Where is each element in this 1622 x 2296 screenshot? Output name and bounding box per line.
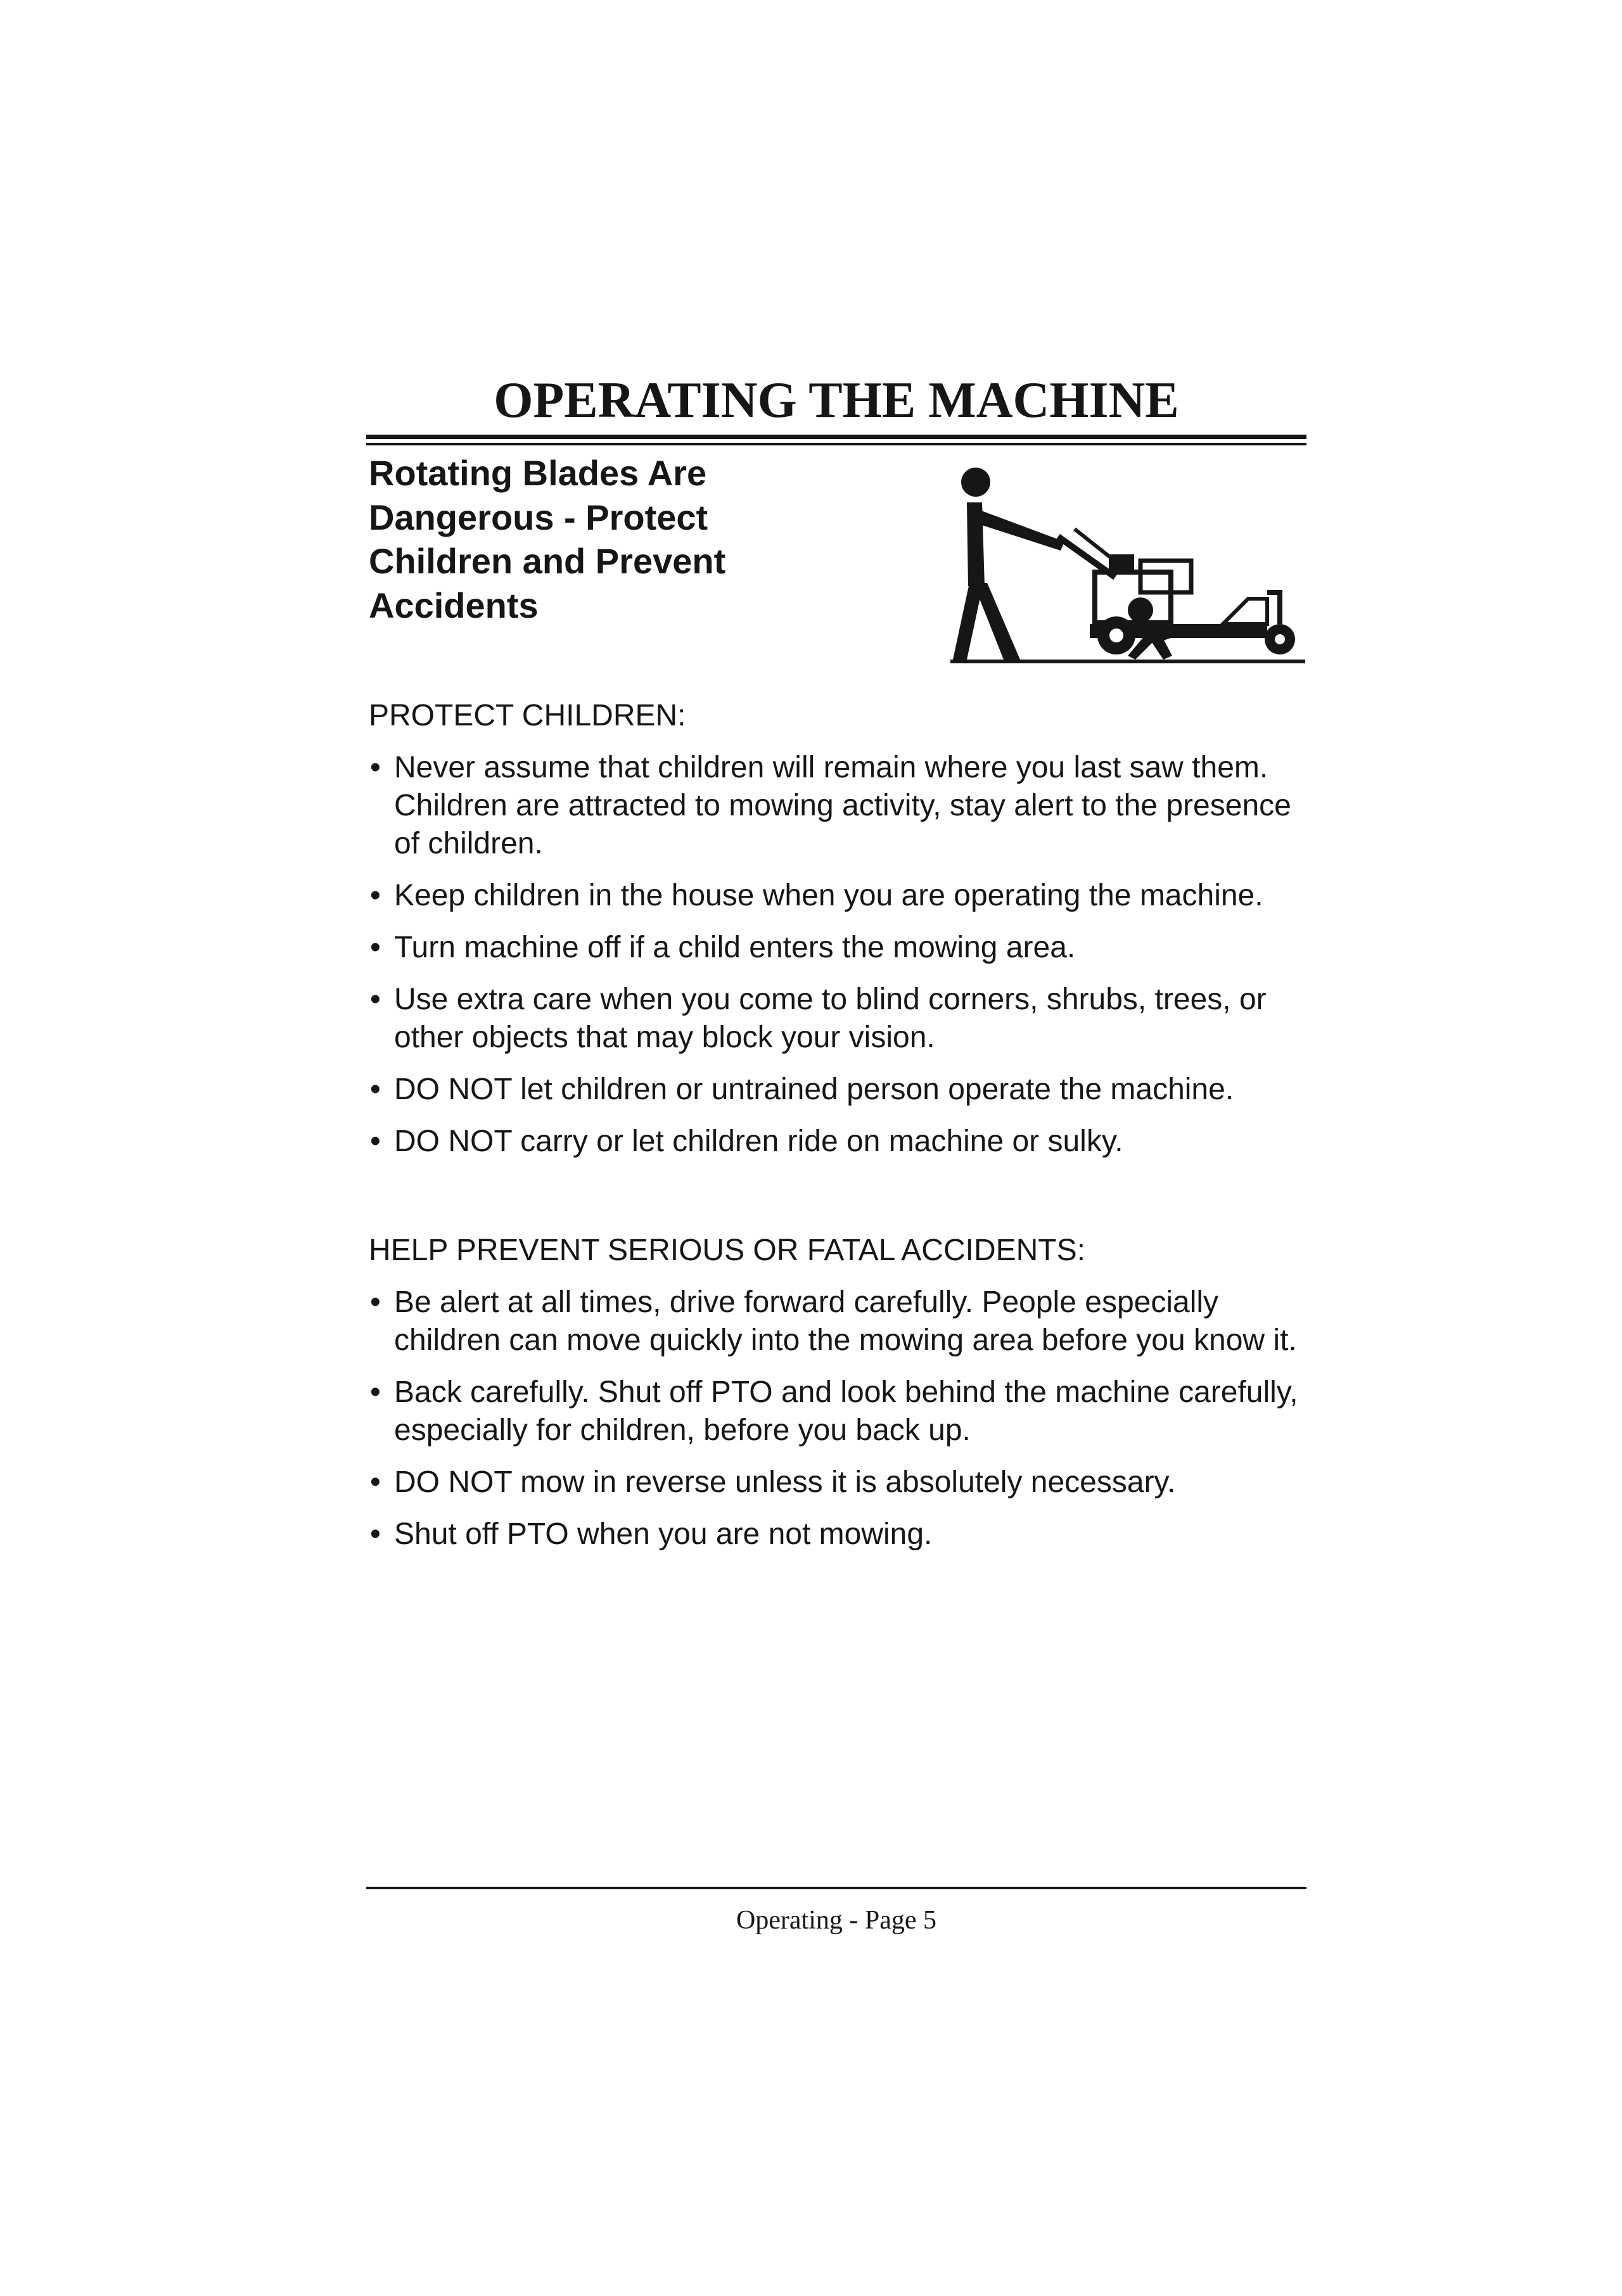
bullet-icon: • — [370, 1517, 381, 1551]
title-rule-thin — [366, 443, 1306, 445]
person-mowing-child-hazard-icon — [950, 466, 1308, 700]
list-item: • Shut off PTO when you are not mowing. — [369, 1515, 1319, 1553]
list-item: • DO NOT let children or untrained person operate the machine. — [369, 1071, 1319, 1109]
page-number: Operating - Page 5 — [736, 1906, 937, 1935]
bullet-icon: • — [370, 1465, 381, 1499]
protect-children-list — [369, 749, 1319, 1175]
bullet-icon: • — [370, 879, 381, 912]
list-item: • DO NOT mow in reverse unless it is absolutely necessary. — [369, 1464, 1319, 1502]
title-rule-thick — [366, 435, 1306, 439]
prevent-accidents-heading: HELP PREVENT SERIOUS OR FATAL ACCIDENTS: — [369, 1234, 1085, 1267]
list-item: • Turn machine off if a child enters the mowing area. — [369, 929, 1319, 967]
page-title: OPERATING THE MACHINE — [494, 373, 1179, 428]
bullet-icon: • — [370, 1125, 381, 1158]
list-item: • Be alert at all times, drive forward carefully. People especially children can move quickly into the mowing area before you know it. — [369, 1284, 1319, 1360]
bullet-icon: • — [370, 1073, 381, 1106]
prevent-accidents-list — [369, 1284, 1319, 1567]
list-item: • Use extra care when you come to blind corners, shrubs, trees, or other objects that may block your vision. — [369, 981, 1319, 1057]
footer-rule — [366, 1887, 1306, 1889]
list-item: • Keep children in the house when you are operating the machine. — [369, 877, 1319, 915]
bullet-icon: • — [370, 1375, 381, 1409]
bullet-icon: • — [370, 1285, 381, 1319]
warning-heading: Rotating Blades Are Dangerous - Protect Children and Prevent Accidents — [369, 453, 726, 625]
bullet-icon: • — [370, 983, 381, 1016]
list-item: • Never assume that children will remain where you last saw them. Children are attracted to mowing activity, stay alert to the presence of children. — [369, 749, 1319, 863]
protect-children-heading: PROTECT CHILDREN: — [369, 699, 686, 732]
bullet-icon: • — [370, 931, 381, 964]
list-item: • DO NOT carry or let children ride on machine or sulky. — [369, 1123, 1319, 1161]
list-item: • Back carefully. Shut off PTO and look behind the machine carefully, especially for children, before you back up. — [369, 1374, 1319, 1450]
bullet-icon: • — [370, 751, 381, 784]
